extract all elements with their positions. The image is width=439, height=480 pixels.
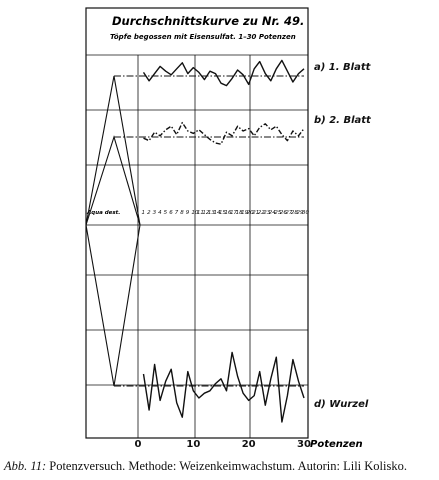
scale-number: 23	[263, 210, 271, 216]
control-diamond	[86, 76, 140, 386]
scale-number: 13	[207, 210, 215, 216]
series-line-1	[144, 123, 305, 145]
series-lines	[141, 60, 305, 422]
x-axis-ticks	[135, 439, 311, 450]
scale-number: 2	[147, 210, 151, 216]
x-tick-label: 10	[186, 439, 201, 450]
reference-lines	[114, 76, 304, 386]
chart-subtitle: Töpfe begossen mit Eisensulfat. 1–30 Potenzen	[110, 33, 296, 41]
scale-number: 29	[296, 210, 304, 216]
control-line-wurzel	[86, 225, 140, 386]
scale-number: 30	[302, 210, 309, 216]
scale-number: 4	[158, 210, 162, 216]
scale-number: 15	[219, 210, 226, 216]
aqua-dest-label: Aqua dest.	[87, 210, 121, 216]
scale-number: 14	[213, 210, 221, 216]
series-label: d) Wurzel	[314, 399, 369, 410]
scale-number: 22	[257, 210, 265, 216]
scale-number: 6	[169, 210, 173, 216]
scale-number: 27	[285, 210, 293, 216]
x-tick-label: 20	[241, 439, 256, 450]
scale-number: 25	[274, 210, 282, 216]
x-tick-label: 0	[134, 439, 142, 450]
scale-number: 11	[196, 210, 204, 216]
scale-number: 28	[290, 210, 298, 216]
scale-number: 3	[152, 210, 157, 216]
scale-number: 1	[141, 210, 146, 216]
series-labels	[314, 62, 372, 410]
x-axis-label: Potenzen	[310, 439, 363, 450]
chart-title: Durchschnittskurve zu Nr. 49.	[112, 14, 305, 28]
control-line-blatt1	[86, 76, 140, 225]
figure-caption	[4, 459, 436, 474]
scale-number: 12	[202, 210, 210, 216]
scale-number: 7	[174, 210, 179, 216]
scale-number: 18	[235, 210, 243, 216]
x-tick-label: 30	[297, 439, 311, 450]
caption-text: Potenzversuch. Methode: Weizenkeimwachstum. Autorin: Lili Kolisko.	[49, 459, 407, 473]
series-label: a) 1. Blatt	[314, 62, 371, 73]
scale-number: 5	[163, 210, 168, 216]
scale-number: 8	[180, 210, 184, 216]
scale-number: 10	[191, 210, 199, 216]
scale-number: 9	[185, 210, 190, 216]
scale-number: 21	[252, 210, 260, 216]
scale-number: 16	[224, 210, 232, 216]
series-line-2	[144, 352, 305, 422]
scale-number: 17	[230, 210, 238, 216]
scale-number: 26	[279, 210, 287, 216]
caption-label: Abb. 11:	[4, 459, 47, 473]
scale-number: 19	[241, 210, 249, 216]
series-label: b) 2. Blatt	[314, 115, 371, 126]
scale-number-row	[142, 210, 310, 216]
scale-number: 24	[268, 210, 276, 216]
series-line-0	[144, 60, 305, 85]
scale-number: 20	[246, 210, 254, 216]
